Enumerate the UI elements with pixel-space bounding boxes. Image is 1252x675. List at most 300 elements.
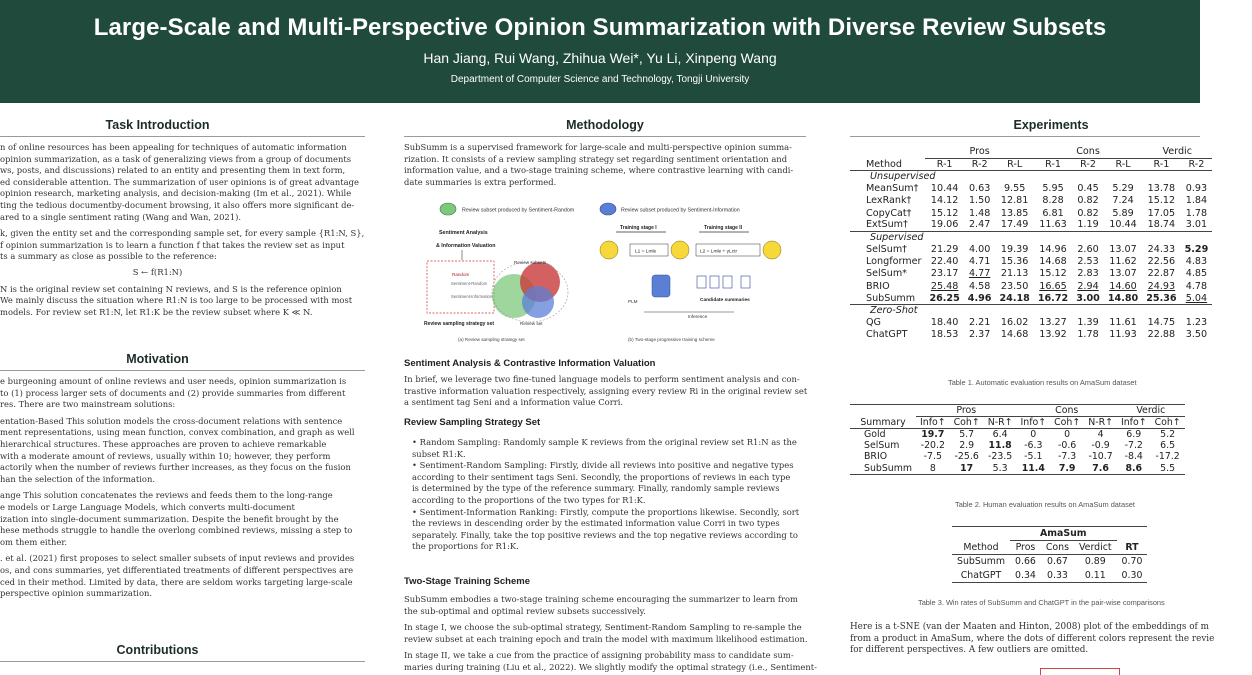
table-cell: 13.27	[1039, 317, 1067, 329]
loss1-text: L1 = Lmle	[635, 249, 657, 255]
text-line: from a product in AmaSum, where the dots of different colors represent the revie	[850, 633, 1215, 644]
table-cell: -20.2	[920, 440, 945, 452]
table-cell: 1.78	[1185, 207, 1208, 219]
table2-caption: Table 2. Human evaluation results on AmaSum dataset	[955, 500, 1135, 509]
text-line: k, given the entity set and the corresponding sample set, for every sample {R1:N, S},	[0, 228, 365, 239]
methodology-intro	[404, 142, 806, 188]
sentiment-analysis-subtitle: Sentiment Analysis & Contrastive Information Valuation	[404, 358, 656, 369]
table-cell: 17	[950, 463, 984, 475]
table-cell: 1.48	[968, 207, 991, 219]
task-paragraph-2	[0, 228, 365, 263]
table-cell: Coh↑	[1151, 417, 1185, 429]
table-cell: 18.74	[1147, 219, 1176, 231]
table-cell: 24.18	[999, 292, 1030, 304]
table-cell: 2.53	[1077, 256, 1099, 268]
table-cell: Method	[850, 158, 925, 170]
table-cell: BRIO	[866, 280, 890, 292]
table-cell: 6.81	[1042, 207, 1064, 219]
text-line: ed considerable attention. The summarization of user opinions is of great advantage	[0, 176, 359, 187]
table-cell: 14.96	[1039, 244, 1067, 256]
table-cell: Method	[952, 541, 1010, 555]
table-cell: N-R↑	[984, 417, 1017, 429]
left-rule-3	[0, 661, 365, 662]
table-cell: 0.34	[1010, 569, 1041, 583]
table-cell: Coh↑	[1050, 417, 1084, 429]
table-cell: 19.7	[921, 429, 945, 440]
table-cell: 26.25	[929, 292, 960, 304]
table-cell: R-2	[1072, 158, 1104, 170]
text-line: In stage II, we take a cue from the practice of assigning probability mass to candidate sum-	[404, 650, 794, 661]
table-cell: -23.5	[987, 451, 1013, 463]
text-line: maries during training (Liu et al., 2022). We slightly modify the optimal strategy (i.e., Sentiment-	[404, 661, 817, 672]
text-line: han the selection of the information.	[0, 473, 156, 484]
table-cell: 11.93	[1109, 329, 1137, 341]
candidate-doc-4	[741, 276, 750, 288]
text-line: ment representations, using mean function, convex combination, and graph as well	[0, 427, 355, 438]
middle-rule-1	[404, 136, 806, 137]
plm-cylinder	[652, 275, 670, 297]
motivation-paragraph-2	[0, 416, 365, 486]
table-cell: 10.44	[930, 183, 959, 195]
table-cell: Cons	[1016, 405, 1116, 417]
table-cell: 23.17	[930, 268, 959, 280]
strategy-set-label: Review sampling strategy set	[424, 321, 495, 327]
two-stage-subtitle: Two-Stage Training Scheme	[404, 576, 530, 587]
stage1-label: Training stage I	[620, 225, 657, 231]
table-cell: 6.9	[1126, 429, 1142, 440]
table-cell: SubSumm	[866, 292, 916, 304]
table-cell: 3.00	[1076, 292, 1100, 304]
table-cell: 4.96	[967, 292, 992, 304]
table-cell: 16.65	[1039, 280, 1067, 292]
table-cell: Info↑	[916, 417, 950, 429]
text-line: according to the proportions of the two types for R1:K.	[412, 494, 646, 505]
stage2-label: Training stage II	[704, 225, 743, 231]
table-cell: 11.61	[1109, 317, 1137, 329]
table-cell: 17.05	[1147, 207, 1176, 219]
table-cell: 0	[1064, 429, 1071, 440]
character-icon-1	[600, 241, 618, 259]
table-row	[850, 429, 1185, 441]
table-cell: 21.29	[930, 244, 959, 256]
table-row	[952, 555, 1147, 569]
table-cell: ChatGPT	[866, 329, 908, 341]
text-line: os, and cons summaries, yet differentiated treatments of different perspectives are	[0, 564, 354, 575]
table-cell: 15.36	[1000, 256, 1029, 268]
text-line: n of online resources has been appealing for techniques of automatic information	[0, 142, 347, 152]
table-cell: LexRank†	[866, 195, 912, 207]
table-cell: 22.87	[1147, 268, 1176, 280]
text-line: entation-Based This solution models the cross-document relations with sentence	[0, 415, 343, 426]
green-subset-swatch	[440, 203, 456, 215]
table-cell: SelSum*	[866, 268, 907, 280]
motivation-text	[0, 376, 365, 600]
table-section-row	[850, 231, 1212, 243]
motivation-paragraph-4	[0, 553, 365, 599]
affiliation: Department of Computer Science and Technology, Tongji University	[450, 74, 750, 85]
table-row	[850, 329, 1212, 341]
table-cell: Unsupervised	[870, 171, 936, 183]
table-cell: 8.6	[1117, 463, 1151, 475]
table-cell: 19.39	[1000, 244, 1029, 256]
text-line: om them either.	[0, 536, 68, 547]
table-cell: 5.89	[1112, 207, 1134, 219]
table-cell: 14.75	[1147, 317, 1176, 329]
methodology-figure	[404, 192, 806, 352]
table-cell: QG	[866, 317, 881, 329]
table-cell: R-L	[1104, 158, 1142, 170]
text-line: We mainly discuss the situation where R1:N is too large to be processed with most	[0, 295, 353, 306]
table-section-row	[850, 304, 1212, 316]
table-cell: 2.83	[1077, 268, 1099, 280]
table-cell: R-1	[925, 158, 963, 170]
text-line: a sentiment tag Seni and a information value Corri.	[404, 397, 624, 408]
table-cell: 5.3	[984, 463, 1017, 475]
text-line: hierarchical structures. These approaches are proven to achieve remarkable	[0, 438, 327, 449]
text-line: is determined by the type of the reference summary. Finally, randomly sample reviews	[412, 483, 780, 494]
text-line: ange This solution concatenates the reviews and feeds them to the long-range	[0, 490, 333, 501]
table-cell: 4.83	[1185, 256, 1208, 268]
table-cell: 14.12	[930, 195, 959, 207]
review-set-label: Review set	[520, 321, 543, 326]
table-group-row	[850, 405, 1185, 417]
table-cell	[850, 405, 916, 417]
review-subsets-label: Review subsets	[514, 260, 547, 265]
table-cell: 8	[916, 463, 950, 475]
win-rate-table	[952, 526, 1147, 583]
text-line: hese methods struggle to handle the overlong combined reviews, missing a step to	[0, 525, 353, 536]
table-cell: -7.2	[1124, 440, 1143, 452]
text-line: the reviews in descending order by the estimated information value Corri in two types	[412, 518, 780, 529]
table-cell: 6.5	[1160, 440, 1176, 452]
table-cell: 0.89	[1084, 556, 1106, 568]
sentiment-analysis-text	[404, 374, 806, 409]
table-row	[850, 244, 1212, 256]
text-line: In stage I, we choose the sub-optimal strategy, Sentiment-Random Sampling to re-sample the	[404, 622, 802, 633]
table-cell: 0.33	[1041, 569, 1074, 583]
table-cell: Gold	[864, 429, 886, 440]
table-cell: 14.60	[1109, 280, 1137, 292]
text-line: the proportions for R1:K.	[412, 541, 519, 552]
table-cell: 2.9	[959, 440, 975, 452]
text-line: perspective opinion summarization.	[0, 588, 153, 599]
table-cell: 1.78	[1077, 329, 1099, 341]
text-line: opinion summarization, as a task of generalizing views from a group of documents	[0, 153, 352, 164]
table-cell: R-1	[1142, 158, 1180, 170]
table-header-row	[850, 158, 1212, 170]
table-cell: SubSumm	[850, 463, 916, 475]
task-formula: S ← f(R1:N)	[132, 266, 183, 277]
table-cell: 14.68	[1039, 256, 1067, 268]
table-row	[850, 219, 1212, 231]
table-cell: 4.78	[1185, 280, 1208, 292]
table-cell: 13.07	[1109, 244, 1137, 256]
table-cell: Summary	[850, 417, 916, 429]
table-cell: 13.78	[1147, 183, 1176, 195]
text-line: for different perspectives. A few outliers are omitted.	[850, 645, 1089, 655]
text-line: rization. It consists of a review sampling strategy set regarding sentiment orientation and	[404, 153, 788, 164]
table-cell: Verdict	[1074, 541, 1117, 555]
table-cell: 6.4	[992, 429, 1008, 440]
text-line: date summaries is extra performed.	[404, 176, 557, 187]
table-cell: ChatGPT	[952, 569, 1010, 583]
human-eval-table	[850, 404, 1185, 475]
inference-label: Inference	[688, 314, 708, 319]
table3-caption: Table 3. Win rates of SubSumm and ChatGPT in the pair-wise comparisons	[918, 598, 1165, 607]
table-cell: 18.40	[930, 317, 959, 329]
tsne-plot-top	[1040, 668, 1120, 675]
text-line: In brief, we leverage two fine-tuned language models to perform sentiment analysis and con-	[404, 374, 800, 384]
table-cell: 22.88	[1147, 329, 1176, 341]
table-cell: 15.12	[1147, 195, 1176, 207]
table-cell: AmaSum	[1010, 527, 1117, 541]
table-row	[850, 195, 1212, 207]
table-cell: 1.50	[968, 195, 991, 207]
table-cell: 0.82	[1077, 207, 1099, 219]
table-cell: -0.9	[1091, 440, 1110, 452]
table-cell: -7.5	[923, 451, 942, 463]
table-cell: 3.01	[1185, 219, 1208, 231]
table-cell: -8.4	[1124, 451, 1143, 463]
two-stage-text	[404, 594, 817, 674]
character-icon-3	[763, 241, 781, 259]
table-cell: 1.19	[1077, 219, 1099, 231]
table-group-row	[850, 146, 1212, 158]
text-line: opinion research, marketing analysis, and decision-making (Im et al., 2021). While	[0, 188, 352, 199]
table-cell: -6.3	[1024, 440, 1043, 452]
automatic-eval-table	[850, 146, 1212, 341]
table-cell: 0.82	[1077, 195, 1099, 207]
table-header-row	[850, 417, 1185, 429]
table-cell: -5.1	[1024, 451, 1043, 463]
table-row	[850, 440, 1185, 451]
text-line: review subset at each training epoch and train the model with maximum likelihood estimation.	[404, 633, 808, 644]
text-line: f opinion summarization is to learn a function f that takes the review set as input	[0, 239, 345, 250]
table-cell: 11.62	[1109, 256, 1137, 268]
tsne-text	[850, 622, 1215, 657]
table-cell: 7.6	[1084, 463, 1117, 475]
poster-title: Large-Scale and Multi-Perspective Opinion Summarization with Diverse Review Subsets	[93, 14, 1107, 41]
review-sampling-subtitle: Review Sampling Strategy Set	[404, 417, 541, 428]
table-cell: 7.24	[1112, 195, 1134, 207]
table-cell: Cons	[1034, 146, 1142, 158]
legend-blue-text: Review subset produced by Sentiment-Information	[621, 207, 740, 214]
figure-caption-b: (b) Two-stage progressive training scheme	[628, 337, 715, 342]
task-introduction-title: Task Introduction	[105, 118, 210, 132]
table-section-row	[850, 170, 1212, 182]
table-cell: 22.40	[930, 256, 959, 268]
table-cell: -25.6	[954, 451, 979, 463]
table-cell: Info↑	[1117, 417, 1151, 429]
table-cell: 0.30	[1117, 569, 1148, 583]
text-line: to (1) process larger sets of documents and (2) provide summaries from different	[0, 387, 346, 398]
motivation-title: Motivation	[126, 352, 189, 366]
table-cell	[952, 527, 1010, 541]
table-cell: 23.50	[1000, 280, 1029, 292]
author-list: Han Jiang, Rui Wang, Zhihua Wei*, Yu Li, Xinpeng Wang	[423, 50, 777, 66]
table-cell: 1.84	[1185, 195, 1208, 207]
table-cell: 15.12	[1039, 268, 1067, 280]
blue-subset-swatch	[600, 203, 616, 215]
table-cell: 13.07	[1109, 268, 1137, 280]
text-line: the sub-optimal and optimal review subsets successively.	[404, 605, 646, 616]
text-line: information value, and a two-stage training scheme, where contrastive learning with candi-	[404, 165, 794, 176]
table-cell: 0.66	[1015, 556, 1036, 568]
text-line: actorily when the number of reviews further increases, as they focus on the fusion	[0, 462, 351, 473]
task-paragraph-3	[0, 284, 365, 319]
table-cell: 0	[1030, 429, 1037, 440]
table-cell: SubSumm	[957, 556, 1006, 568]
task-paragraph-1	[0, 142, 365, 223]
tsne-lines	[850, 622, 1215, 657]
table-cell: Pros	[1010, 541, 1041, 555]
table-cell: 0.93	[1185, 183, 1208, 195]
review-sampling-text	[412, 437, 806, 553]
table-cell	[850, 146, 925, 158]
two-stage-lines-1	[404, 594, 806, 617]
text-line: SubSumm is a supervised framework for large-scale and multi-perspective opinion summa-	[404, 142, 792, 152]
text-line: subset R1:K.	[412, 448, 466, 459]
table-cell: 25.36	[1146, 292, 1177, 304]
table-cell: 1.39	[1077, 317, 1099, 329]
text-line: ization into single-document summarization. Despite the benefit brought by the	[0, 513, 339, 524]
information-valuation-label: & Information Valuation	[436, 243, 496, 249]
table-row	[850, 280, 1212, 292]
table-cell: Longformer	[866, 256, 922, 268]
two-stage-lines-2	[404, 622, 806, 645]
plm-label: PLM	[628, 299, 638, 304]
table-cell: R-1	[1034, 158, 1072, 170]
table-cell: ExtSum†	[866, 219, 908, 231]
table-cell: 4.77	[968, 268, 991, 280]
table-row	[850, 207, 1212, 219]
table-row	[952, 569, 1147, 583]
table-cell: 24.33	[1147, 244, 1176, 256]
table-cell: -0.6	[1057, 440, 1077, 452]
table-cell: 9.55	[1003, 183, 1026, 195]
table-cell: 1.23	[1185, 317, 1208, 329]
left-rule-2	[0, 370, 365, 371]
legend-green-text: Review subset produced by Sentiment-Random	[462, 207, 575, 214]
table-cell: MeanSum†	[866, 183, 919, 195]
text-line: Here is a t-SNE (van der Maaten and Hinton, 2008) plot of the embeddings of m	[850, 622, 1209, 632]
text-line: N is the original review set containing N reviews, and S is the reference opinion	[0, 283, 342, 294]
table-cell: Verdic	[1142, 146, 1212, 158]
table-cell: 11.4	[1016, 463, 1050, 475]
poster-header	[0, 0, 1200, 103]
left-rule-1	[0, 136, 365, 137]
table-cell: SelSum	[864, 440, 900, 452]
text-line: e models or Large Language Models, which converts multi-document	[0, 501, 295, 512]
table-cell: Pros	[916, 405, 1016, 417]
text-line: • Sentiment-Information Ranking: Firstly, compute the proportions likewise. Secondly, sort	[412, 506, 800, 517]
table-cell: Cons	[1041, 541, 1074, 555]
table-cell: CopyCat†	[866, 207, 912, 219]
figure-caption-a: (a) Review sampling strategy set	[458, 337, 525, 342]
table-cell: 5.2	[1160, 429, 1176, 440]
table-cell: 7.9	[1050, 463, 1084, 475]
text-line: trastive information valuation respectively, assigning every review Ri in the original review set	[404, 385, 808, 396]
table-cell: 17.49	[1000, 219, 1029, 231]
table-cell: 11.8	[988, 440, 1012, 452]
table-cell: 4.85	[1185, 268, 1208, 280]
table-cell: 2.94	[1077, 280, 1099, 292]
review-sampling-lines	[412, 437, 806, 553]
table-cell: 4	[1097, 429, 1104, 440]
contributions-title: Contributions	[116, 643, 199, 657]
text-line: ting the tedious documentby-document browsing, it also offers more significant de-	[0, 199, 355, 210]
table-cell: Info↑	[1016, 417, 1050, 429]
text-line: res. There are two mainstream solutions:	[0, 399, 176, 410]
table-cell: 5.5	[1151, 463, 1185, 475]
right-rule-1	[850, 136, 1200, 137]
table-row	[850, 183, 1212, 195]
methodology-title: Methodology	[566, 118, 644, 132]
table-cell: 10.44	[1109, 219, 1137, 231]
table-cell: 11.63	[1039, 219, 1067, 231]
sentiment-random-label: Sentiment-Random	[451, 281, 488, 286]
table-cell: 3.50	[1185, 329, 1208, 341]
table-cell: 16.02	[1000, 317, 1029, 329]
table-row	[850, 292, 1212, 304]
table-cell: 15.12	[930, 207, 959, 219]
table-cell: 2.21	[968, 317, 991, 329]
table-cell: N-R↑	[1084, 417, 1117, 429]
table-cell: 5.7	[959, 429, 975, 440]
table-cell: 8.28	[1042, 195, 1064, 207]
table-cell: 5.29	[1184, 244, 1209, 256]
framework-diagram	[404, 192, 806, 352]
table-cell: R-L	[995, 158, 1033, 170]
table-cell: 19.06	[930, 219, 959, 231]
table1-caption: Table 1. Automatic evaluation results on AmaSum dataset	[948, 378, 1137, 387]
table-cell: Zero-Shot	[850, 304, 1212, 316]
candidate-doc-2	[710, 276, 719, 288]
table-cell: Pros	[925, 146, 1033, 158]
text-line: . et al. (2021) first proposes to select smaller subsets of input reviews and provides	[0, 553, 355, 564]
table-cell: 4.58	[968, 280, 991, 292]
text-line: SubSumm embodies a two-stage training scheme encouraging the summarizer to learn from	[404, 594, 798, 604]
table-cell: 0.63	[968, 183, 991, 195]
text-line: • Random Sampling: Randomly sample K reviews from the original review set R1:N as the	[412, 437, 797, 447]
table-cell: 0.70	[1121, 556, 1143, 568]
character-icon-2	[671, 241, 689, 259]
table-group-row	[952, 527, 1147, 541]
text-line: with a moderate amount of reviews, usually within 10; however, they perform	[0, 450, 331, 461]
table-cell: 14.68	[1000, 329, 1029, 341]
candidate-doc-3	[723, 276, 732, 288]
table-cell: 0.67	[1047, 556, 1068, 568]
table-cell: Verdic	[1117, 405, 1185, 417]
table-cell: R-2	[964, 158, 996, 170]
table-cell: -17.2	[1155, 451, 1180, 463]
table-cell: SelSum†	[866, 244, 907, 256]
methodology-intro-lines	[404, 142, 806, 188]
table-cell: 4.71	[968, 256, 991, 268]
table-cell: 0.45	[1077, 183, 1099, 195]
text-line: according to their sentiment tags Seni. Secondly, the proportions of reviews in each type	[412, 471, 791, 482]
table-cell: 24.93	[1147, 280, 1176, 292]
experiments-title: Experiments	[1013, 118, 1089, 132]
table-row	[850, 256, 1212, 268]
text-line: ws, posts, and discussions) related to an entity and presenting them in text form,	[0, 165, 346, 176]
table-cell: 18.53	[930, 329, 959, 341]
table-cell: 13.92	[1039, 329, 1067, 341]
table-row	[850, 268, 1212, 280]
table-cell: BRIO	[864, 451, 888, 463]
table-cell: Coh↑	[950, 417, 984, 429]
sentiment-analysis-label: Sentiment Analysis	[439, 230, 488, 236]
